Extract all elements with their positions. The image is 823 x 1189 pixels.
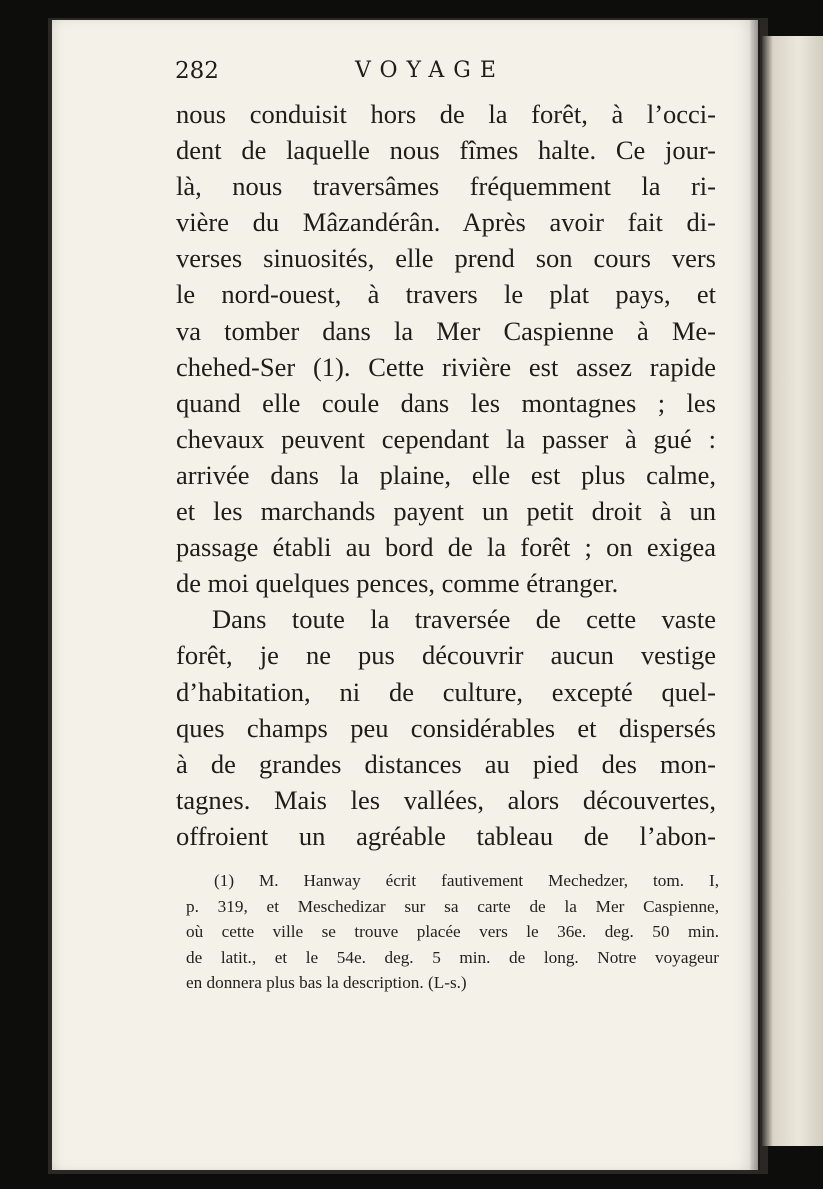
- body-line: offroient un agréable tableau de l’abon-: [176, 820, 716, 851]
- footnote-line: en donnera plus bas la description. (L-s.): [186, 973, 467, 993]
- body-line: de moi quelques pences, comme étranger.: [176, 568, 619, 599]
- body-line: vière du Mâzandérân. Après avoir fait di-: [176, 207, 716, 238]
- body-line: passage établi au bord de la forêt ; on exigea: [176, 532, 716, 563]
- body-line: tagnes. Mais les vallées, alors découvertes,: [176, 784, 716, 815]
- running-head: [175, 58, 715, 92]
- footnote-line: où cette ville se trouve placée vers le 36e. deg. 50 min.: [186, 922, 719, 942]
- body-line: dent de laquelle nous fîmes halte. Ce jour-: [176, 135, 716, 166]
- body-line: à de grandes distances au pied des mon-: [176, 748, 716, 779]
- footnote-line: (1) M. Hanway écrit fautivement Mechedzer, tom. I,: [214, 871, 719, 890]
- body-line: chevaux peuvent cependant la passer à gué :: [176, 423, 716, 454]
- body-line: quand elle coule dans les montagnes ; les: [176, 387, 716, 418]
- body-line: ques champs peu considérables et dispersés: [176, 712, 716, 743]
- footnote: [186, 868, 719, 996]
- body-line: et les marchands payent un petit droit à un: [176, 496, 716, 527]
- body-line: là, nous traversâmes fréquemment la ri-: [176, 171, 716, 202]
- body-line: verses sinuosités, elle prend son cours vers: [176, 243, 716, 274]
- facing-page-edge: [762, 36, 823, 1146]
- body-line: nous conduisit hors de la forêt, à l’occi-: [176, 99, 716, 129]
- body-line: Dans toute la traversée de cette vaste: [212, 604, 716, 635]
- body-line: arrivée dans la plaine, elle est plus calme,: [176, 459, 716, 490]
- page-gutter: [750, 20, 760, 1170]
- running-head-title: VOYAGE: [355, 58, 505, 83]
- body-line: va tomber dans la Mer Caspienne à Me-: [176, 315, 716, 346]
- body-text: [176, 96, 716, 854]
- page-number: 282: [175, 58, 219, 84]
- body-line: le nord-ouest, à travers le plat pays, et: [176, 279, 716, 310]
- footnote-line: p. 319, et Meschedizar sur sa carte de la Mer Caspienne,: [186, 896, 719, 916]
- body-line: forêt, je ne pus découvrir aucun vestige: [176, 640, 716, 671]
- footnote-line: de latit., et le 54e. deg. 5 min. de long. Notre voyageur: [186, 947, 719, 967]
- body-line: d’habitation, ni de culture, excepté quel-: [176, 676, 716, 707]
- body-line: chehed-Ser (1). Cette rivière est assez rapide: [176, 351, 716, 382]
